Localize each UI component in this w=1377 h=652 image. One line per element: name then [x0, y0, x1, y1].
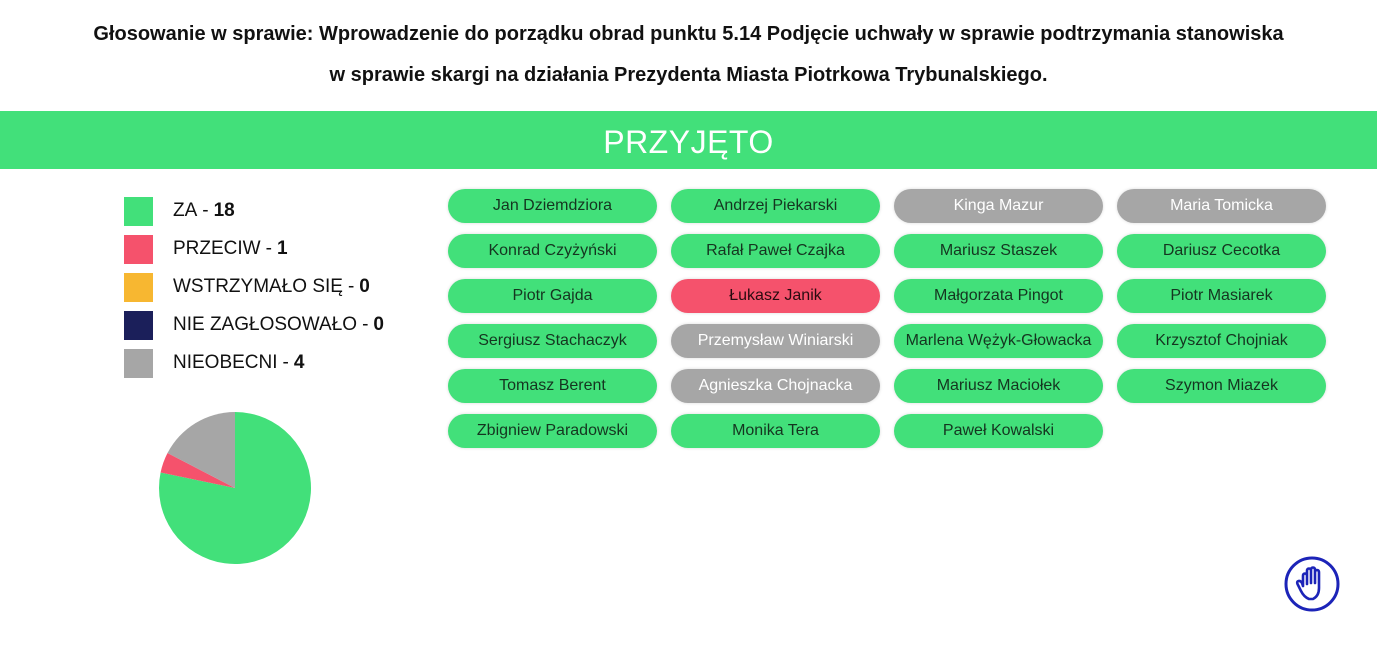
- member-vote-pill: Mariusz Staszek: [894, 234, 1103, 268]
- vote-pie-chart: [158, 411, 312, 565]
- legend-item-za: ZA - 18: [124, 192, 384, 230]
- legend-count-nie-zaglosowalo: 0: [373, 314, 384, 335]
- legend-count-przeciw: 1: [276, 238, 288, 259]
- legend-item-nieobecni: NIEOBECNI - 4: [124, 344, 384, 382]
- legend-swatch-za: [124, 197, 153, 226]
- member-vote-pill: Małgorzata Pingot: [894, 279, 1103, 313]
- member-vote-pill: Agnieszka Chojnacka: [671, 369, 880, 403]
- member-vote-pill: Dariusz Cecotka: [1117, 234, 1326, 268]
- member-vote-pill: Andrzej Piekarski: [671, 189, 880, 223]
- result-banner: PRZYJĘTO: [0, 111, 1377, 169]
- legend-item-nie-zaglosowalo: NIE ZAGŁOSOWAŁO - 0: [124, 306, 384, 344]
- member-vote-pill: Marlena Wężyk-Głowacka: [894, 324, 1103, 358]
- voting-title-line-1: Głosowanie w sprawie: Wprowadzenie do porządku obrad punktu 5.14 Podjęcie uchwały w sprawie podtrzymania stanowiska: [93, 23, 1284, 45]
- voting-title: [0, 14, 1377, 96]
- member-vote-pill: Piotr Masiarek: [1117, 279, 1326, 313]
- member-vote-pill: Maria Tomicka: [1117, 189, 1326, 223]
- voting-title-line-2: w sprawie skargi na działania Prezydenta Miasta Piotrkowa Trybunalskiego.: [329, 64, 1048, 86]
- members-grid: [448, 189, 1326, 448]
- member-vote-pill: Zbigniew Paradowski: [448, 414, 657, 448]
- legend-swatch-nieobecni: [124, 349, 153, 378]
- member-vote-pill: Łukasz Janik: [671, 279, 880, 313]
- member-vote-pill: Mariusz Maciołek: [894, 369, 1103, 403]
- legend-label-nieobecni: NIEOBECNI: [173, 352, 278, 373]
- member-vote-pill: Piotr Gajda: [448, 279, 657, 313]
- legend-item-przeciw: PRZECIW - 1: [124, 230, 384, 268]
- legend-label-nie-zaglosowalo: NIE ZAGŁOSOWAŁO: [173, 314, 358, 335]
- member-vote-pill: Tomasz Berent: [448, 369, 657, 403]
- raised-hand-icon[interactable]: [1283, 555, 1341, 613]
- member-vote-pill: Sergiusz Stachaczyk: [448, 324, 657, 358]
- legend-item-wstrzymalo: WSTRZYMAŁO SIĘ - 0: [124, 268, 384, 306]
- member-vote-pill: Rafał Paweł Czajka: [671, 234, 880, 268]
- legend-label-wstrzymalo: WSTRZYMAŁO SIĘ: [173, 276, 343, 297]
- legend-label-przeciw: PRZECIW: [173, 238, 261, 259]
- member-vote-pill: Szymon Miazek: [1117, 369, 1326, 403]
- legend-count-nieobecni: 4: [293, 352, 305, 373]
- member-vote-pill: Kinga Mazur: [894, 189, 1103, 223]
- member-vote-pill: Jan Dziemdziora: [448, 189, 657, 223]
- legend-swatch-wstrzymalo: [124, 273, 153, 302]
- legend-label-za: ZA: [173, 200, 198, 221]
- legend-count-wstrzymalo: 0: [359, 276, 370, 297]
- member-vote-pill: Monika Tera: [671, 414, 880, 448]
- member-vote-pill: Przemysław Winiarski: [671, 324, 880, 358]
- legend-count-za: 18: [213, 200, 235, 221]
- legend-swatch-przeciw: [124, 235, 153, 264]
- member-vote-pill: Konrad Czyżyński: [448, 234, 657, 268]
- member-vote-pill: Paweł Kowalski: [894, 414, 1103, 448]
- member-vote-pill: Krzysztof Chojniak: [1117, 324, 1326, 358]
- vote-legend: [124, 192, 384, 382]
- legend-swatch-nie-zaglosowalo: [124, 311, 153, 340]
